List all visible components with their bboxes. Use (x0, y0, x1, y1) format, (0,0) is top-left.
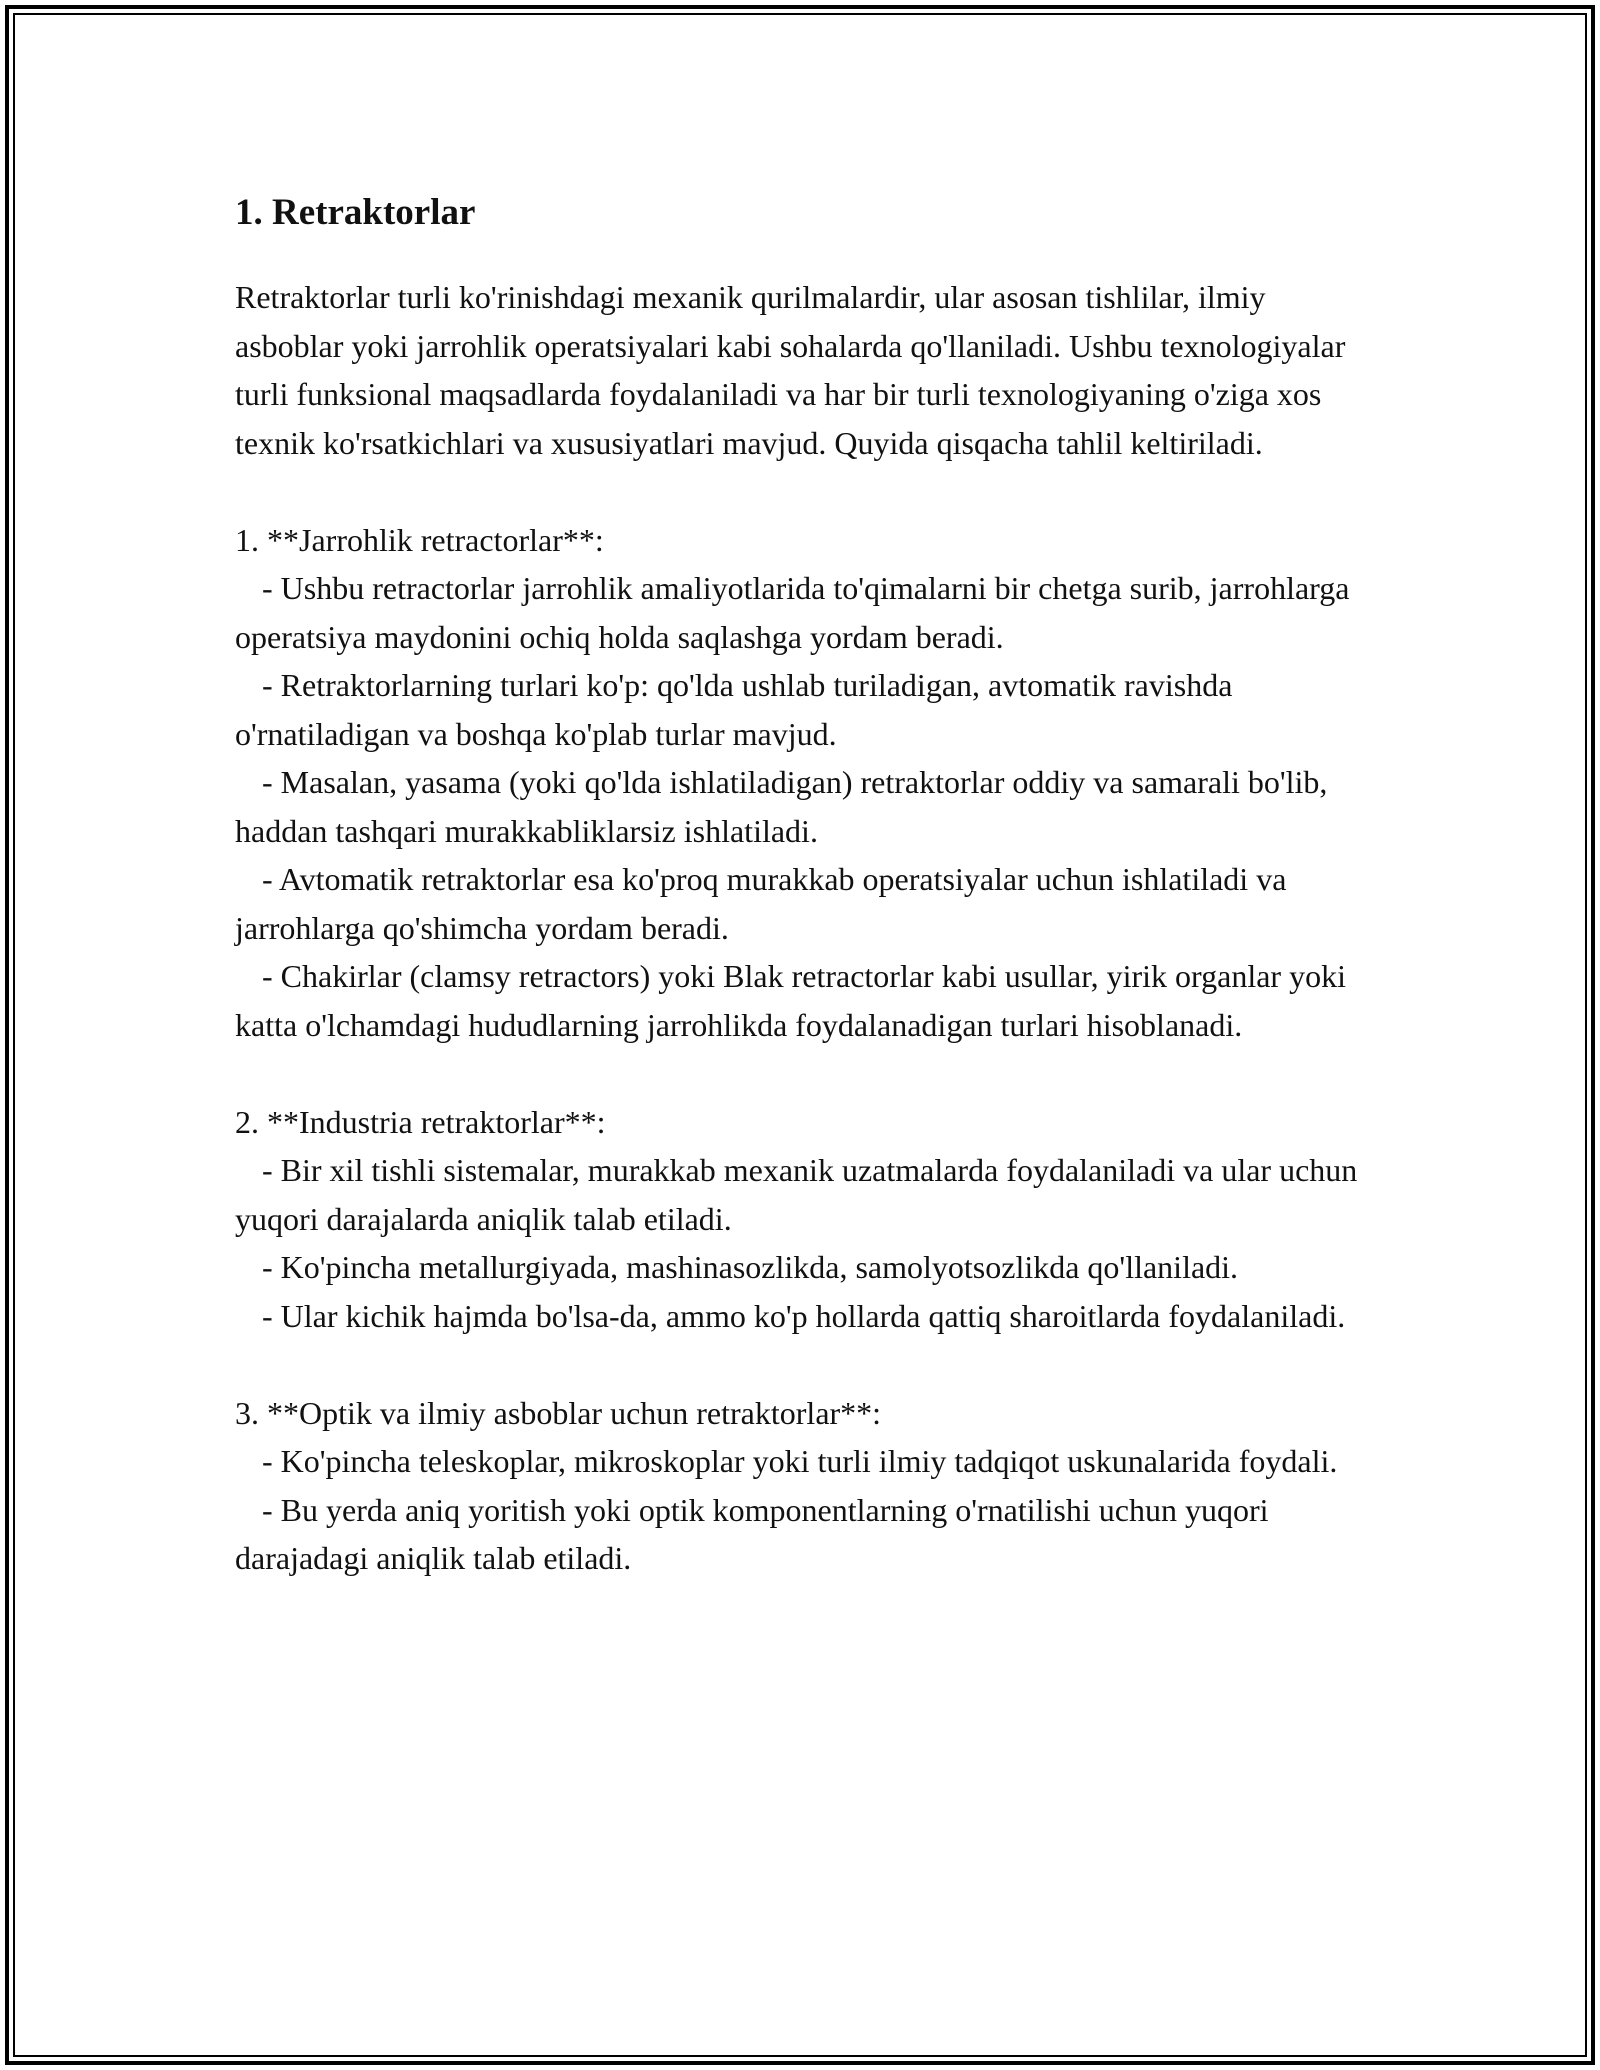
section-optical (235, 1389, 1365, 1583)
list-item (235, 758, 1365, 855)
list-item (235, 952, 1365, 1049)
list-item-text: - Ko'pincha teleskoplar, mikroskoplar yoki turli ilmiy tadqiqot uskunalarida foydali. (262, 1443, 1338, 1479)
intro-paragraph: Retraktorlar turli ko'rinishdagi mexanik qurilmalardir, ular asosan tishlilar, ilmiy asboblar yoki jarrohlik operatsiyalari kabi sohalarda qo'llaniladi. Ushbu texnologiyalar turli funksional maqsadlarda foydalaniladi va har bir turli texnologiyaning o'ziga xos texnik ko'rsatkichlari va xususiyatlari mavjud. Quyida qisqacha tahlil keltiriladi. (235, 279, 1346, 461)
list-item-text: - Ushbu retractorlar jarrohlik amaliyotlarida to'qimalarni bir chetga surib, jarrohlarga operatsiya maydonini ochiq holda saqlashga yordam beradi. (235, 570, 1350, 655)
section-heading: 1. **Jarrohlik retractorlar**: (235, 521, 604, 558)
list-item (235, 1146, 1365, 1243)
list-item-text: - Chakirlar (clamsy retractors) yoki Blak retractorlar kabi usullar, yirik organlar yoki katta o'lchamdagi hududlarning jarrohlikda foydalanadigan turlari hisoblanadi. (235, 958, 1346, 1043)
document-body (235, 183, 1365, 1631)
list-item-text: - Avtomatik retraktorlar esa ko'proq murakkab operatsiyalar uchun ishlatiladi va jarrohlarga qo'shimcha yordam beradi. (235, 861, 1287, 946)
list-item-text: - Retraktorlarning turlari ko'p: qo'lda ushlab turiladigan, avtomatik ravishda o'rnatiladigan va boshqa ko'plab turlar mavjud. (235, 667, 1233, 752)
section-surgical (235, 516, 1365, 1050)
list-item-text: - Bu yerda aniq yoritish yoki optik komponentlarning o'rnatilishi uchun yuqori darajadagi aniqlik talab etiladi. (235, 1491, 1269, 1576)
list-item (235, 564, 1365, 661)
list-item (235, 1486, 1365, 1583)
section-heading: 3. **Optik va ilmiy asboblar uchun retraktorlar**: (235, 1394, 882, 1431)
list-item (235, 1292, 1365, 1341)
list-item-text: - Masalan, yasama (yoki qo'lda ishlatiladigan) retraktorlar oddiy va samarali bo'lib, haddan tashqari murakkabliklarsiz ishlatiladi. (235, 764, 1328, 849)
list-item-text: - Bir xil tishli sistemalar, murakkab mexanik uzatmalarda foydalaniladi va ular uchun yuqori darajalarda aniqlik talab etiladi. (235, 1152, 1358, 1237)
list-item-text: - Ko'pincha metallurgiyada, mashinasozlikda, samolyotsozlikda qo'llaniladi. (262, 1249, 1239, 1285)
list-item (235, 1437, 1365, 1486)
document-title: 1. Retraktorlar (235, 192, 476, 233)
list-item (235, 661, 1365, 758)
list-item (235, 1243, 1365, 1292)
list-item-text: - Ular kichik hajmda bo'lsa-da, ammo ko'p hollarda qattiq sharoitlarda foydalaniladi. (262, 1297, 1346, 1334)
section-heading: 2. **Industria retraktorlar**: (235, 1103, 606, 1140)
list-item (235, 855, 1365, 952)
section-industrial (235, 1098, 1365, 1341)
